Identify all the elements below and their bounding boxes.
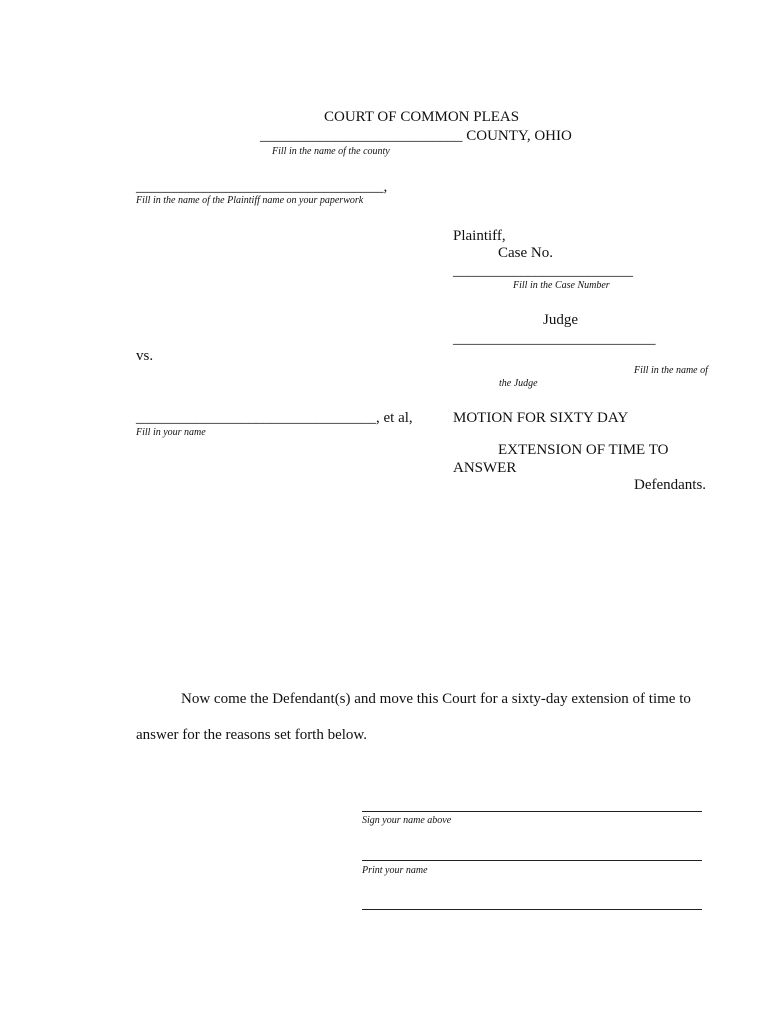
defendant-hint: Fill in your name xyxy=(136,427,206,438)
print-name-hint: Print your name xyxy=(362,865,428,876)
case-number-hint: Fill in the Case Number xyxy=(513,280,610,291)
court-title: COURT OF COMMON PLEAS xyxy=(324,109,520,125)
judge-hint-part2: the Judge xyxy=(499,378,538,389)
versus-label: vs. xyxy=(136,348,154,364)
judge-name-blank[interactable]: ___________________________ xyxy=(453,331,656,347)
body-text-line1: Now come the Defendant(s) and move this Court for a sixty-day extension of time to xyxy=(181,691,691,707)
case-number-label: Case No. xyxy=(498,245,553,261)
plaintiff-label: Plaintiff, xyxy=(453,228,506,244)
motion-title-line3: ANSWER xyxy=(453,460,517,476)
judge-hint-part1: Fill in the name of xyxy=(634,365,708,376)
motion-title-line1: MOTION FOR SIXTY DAY xyxy=(453,410,629,426)
additional-line[interactable] xyxy=(362,909,702,910)
county-line[interactable]: ___________________________ COUNTY, OHIO xyxy=(260,128,572,144)
motion-title-line2: EXTENSION OF TIME TO xyxy=(498,442,669,458)
defendant-name-blank[interactable]: ________________________________, et al, xyxy=(136,410,413,426)
plaintiff-name-blank[interactable]: _________________________________, xyxy=(136,179,388,195)
judge-label: Judge xyxy=(543,312,578,328)
body-text-line2: answer for the reasons set forth below. xyxy=(136,727,368,743)
county-hint: Fill in the name of the county xyxy=(272,146,390,157)
defendants-label: Defendants. xyxy=(634,477,707,493)
signature-line[interactable] xyxy=(362,811,702,812)
plaintiff-hint: Fill in the name of the Plaintiff name on your paperwork xyxy=(136,195,364,206)
print-name-line[interactable] xyxy=(362,860,702,861)
case-number-blank[interactable]: ________________________ xyxy=(453,263,633,279)
signature-hint: Sign your name above xyxy=(362,815,452,826)
